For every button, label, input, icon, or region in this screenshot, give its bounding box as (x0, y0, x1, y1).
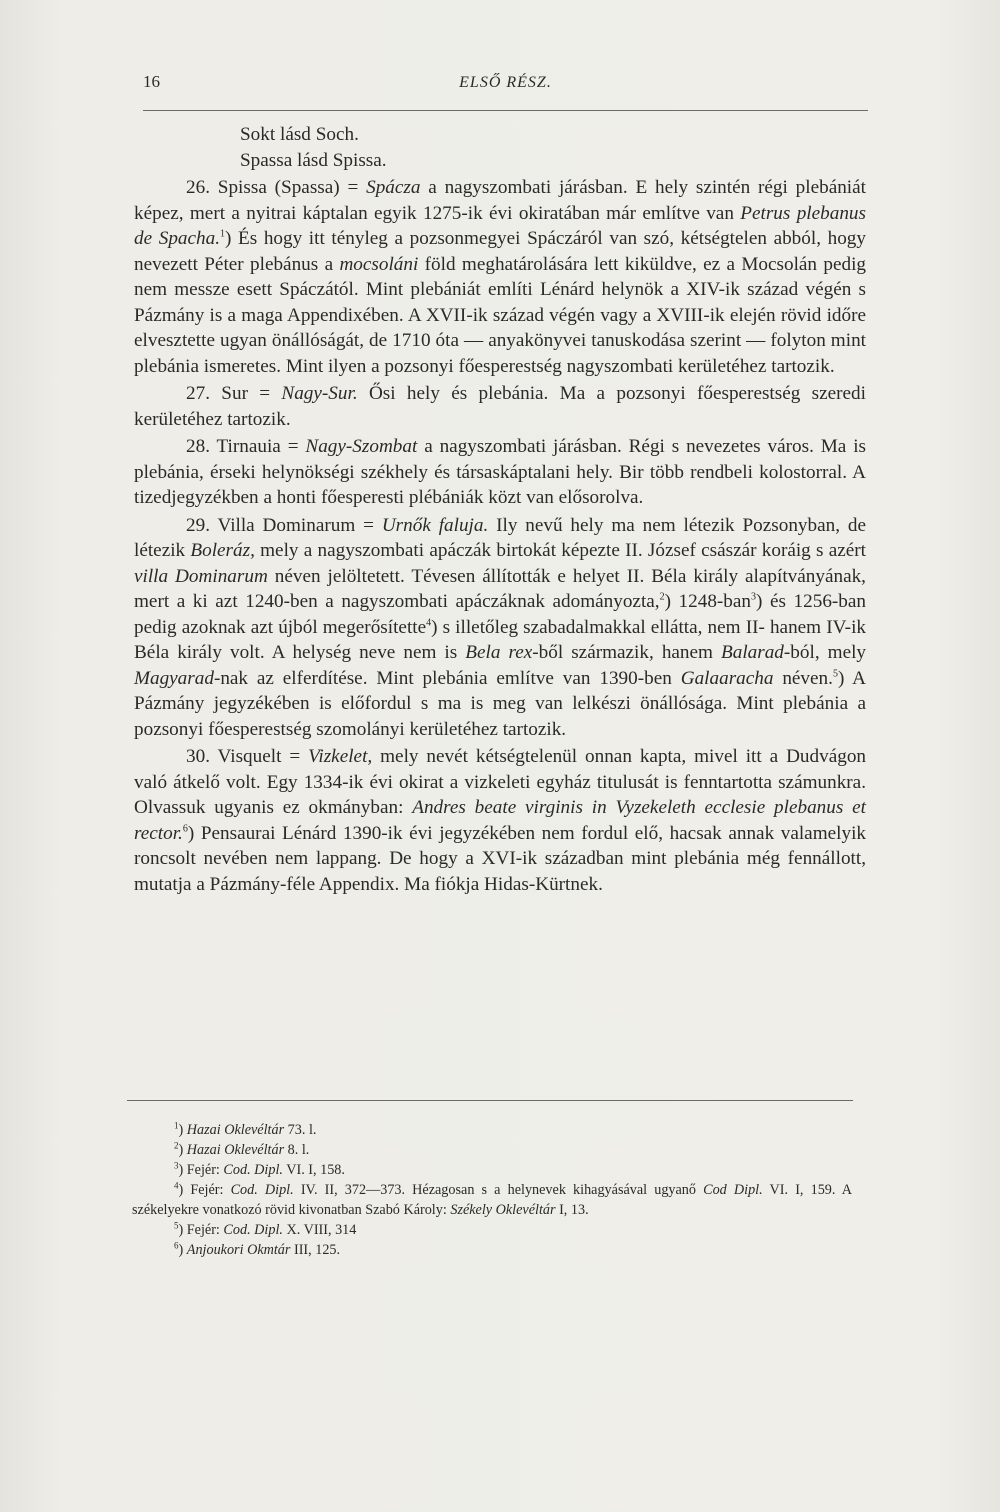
footnote-ref: 4 (426, 617, 432, 629)
footnote-5: $^5$) Fejér: Cod. Dipl. X. VIII, 314 (174, 1220, 357, 1238)
footnote-3: $^3$) Fejér: Cod. Dipl. VI. I, 158. (174, 1160, 345, 1178)
footnote-4: $^4$) Fejér: Cod. Dipl. IV. II, 372—373. Hézagosan s a helynevek kihagyásával ugyanő Cod Dipl. VI. I, 159. A székelyekre vonatkozó rövid kivonatban Szabó Károly: Székely Oklevéltár I, 13. (132, 1180, 853, 1218)
entry-26-spissa: 26. Spissa (Spassa) = Spácza a nagyszombati járásban. E hely szintén régi plebániát képez, mert a nyitrai káptalan egyik 1275-ik évi okiratában már említve van Petrus plebanus de Spacha.$^1$) És hogy itt tényleg a pozsonmegyei Spáczáról van szó, kétségtelen abból, hogy nevezett Péter plebánus a mocsoláni föld meghatárolására lett kiküldve, ez a Mocsolán pedig nem messze esett Spáczától. Mint plebániát említi Lénárd helynök a XIV-ik század végén s Pázmány is a maga Appendixében. A XVII-ik század végén vagy a XVIII-ik elején rövid időre elvesztette ugyan önállóságát, de 1710 óta — anyakönyvei tanuskodása szerint — folyton mint plebánia ismeretes. Mint ilyen a pozsonyi főesperestség nagyszombati kerületéhez tartozik. (134, 177, 866, 377)
footnote-2: $^2$) Hazai Oklevéltár 8. l. (174, 1140, 310, 1158)
entry-29-villa-dominarum: 29. Villa Dominarum = Urnők faluja. Ily nevű hely ma nem létezik Pozsonyban, de létezik Boleráz, mely a nagyszombati apáczák birtokát képezte II. József császár koráig s azért villa Dominarum néven jelöltetett. Tévesen állították e helyet II. Béla király alapítványának, mert a ki azt 1240-ben a nagyszombati apáczáknak adományozta,$^2$) 1248-ban$^3$) és 1256-ban pedig azoknak azt újból megerősítette$^4$) s illetőleg szabadalmakkal ellátta, nem II- hanem IV-ik Béla király volt. A helység neve nem is Bela rex-ből származik, hanem Balarad-ból, mely Magyarad-nak az elferdítése. Mint plebánia említve van 1390-ben Galaaracha néven.$^5$) A Pázmány jegyzékében is előfordul s ma is meg van lelkészi önállósága. Mint plebánia a pozsonyi főesperestség szomolányi kerületéhez tartozik. (134, 514, 867, 740)
entry-27-sur: 27. Sur = Nagy-Sur. Ősi hely és plebánia. Ma a pozsonyi főesperestség szeredi kerületéhez tartozik. (134, 383, 866, 430)
footnote-ref: 5 (832, 668, 838, 680)
footnote-1: $^1$) Hazai Oklevéltár 73. l. (174, 1120, 317, 1138)
footnote-ref: 6 (182, 823, 188, 835)
running-head (143, 70, 868, 111)
cross-reference-spassa: Spassa lásd Spissa. (240, 149, 387, 171)
footnote-ref: 1 (220, 228, 226, 240)
footnotes (132, 1120, 852, 1260)
entry-28-tirnauia: 28. Tirnauia = Nagy-Szombat a nagyszombati járásban. Régi s nevezetes város. Ma is plebánia, érseki helynökségi székhely és társaskáptalani hely. Bir több rendbeli kolostorral. A tizedjegyzékben a honti főesperesti plébániák közt van elősorolva. (134, 436, 866, 508)
footnote-divider (127, 1100, 853, 1101)
footnote-ref: 3 (751, 591, 757, 603)
part-title: ELSŐ RÉSZ. (459, 74, 552, 91)
page-number: 16 (143, 72, 160, 91)
cross-reference-sokt: Sokt lásd Soch. (240, 124, 359, 145)
footnote-ref: 2 (659, 591, 665, 603)
entry-30-visquelt: 30. Visquelt = Vizkelet, mely nevét kétségtelenül onnan kapta, mivel itt a Dudvágon való átkelő volt. Egy 1334-ik évi okirat a vizkeleti egyház titulusát is fenntartotta számunkra. Olvassuk ugyanis ez okmányban: Andres beate virginis in Vyzekeleth ecclesie plebanus et rector.$^6$) Pensaurai Lénárd 1390-ik évi jegyzékében nem fordul elő, hacsak annak valamelyik roncsolt nevében nem lappang. De hogy a XVI-ik században mint plebánia még fennállott, mutatja a Pázmány-féle Appendix. Ma fiókja Hidas-Kürtnek. (134, 746, 867, 895)
body-text (134, 122, 866, 897)
footnote-6: $^6$) Anjoukori Okmtár III, 125. (174, 1240, 341, 1258)
